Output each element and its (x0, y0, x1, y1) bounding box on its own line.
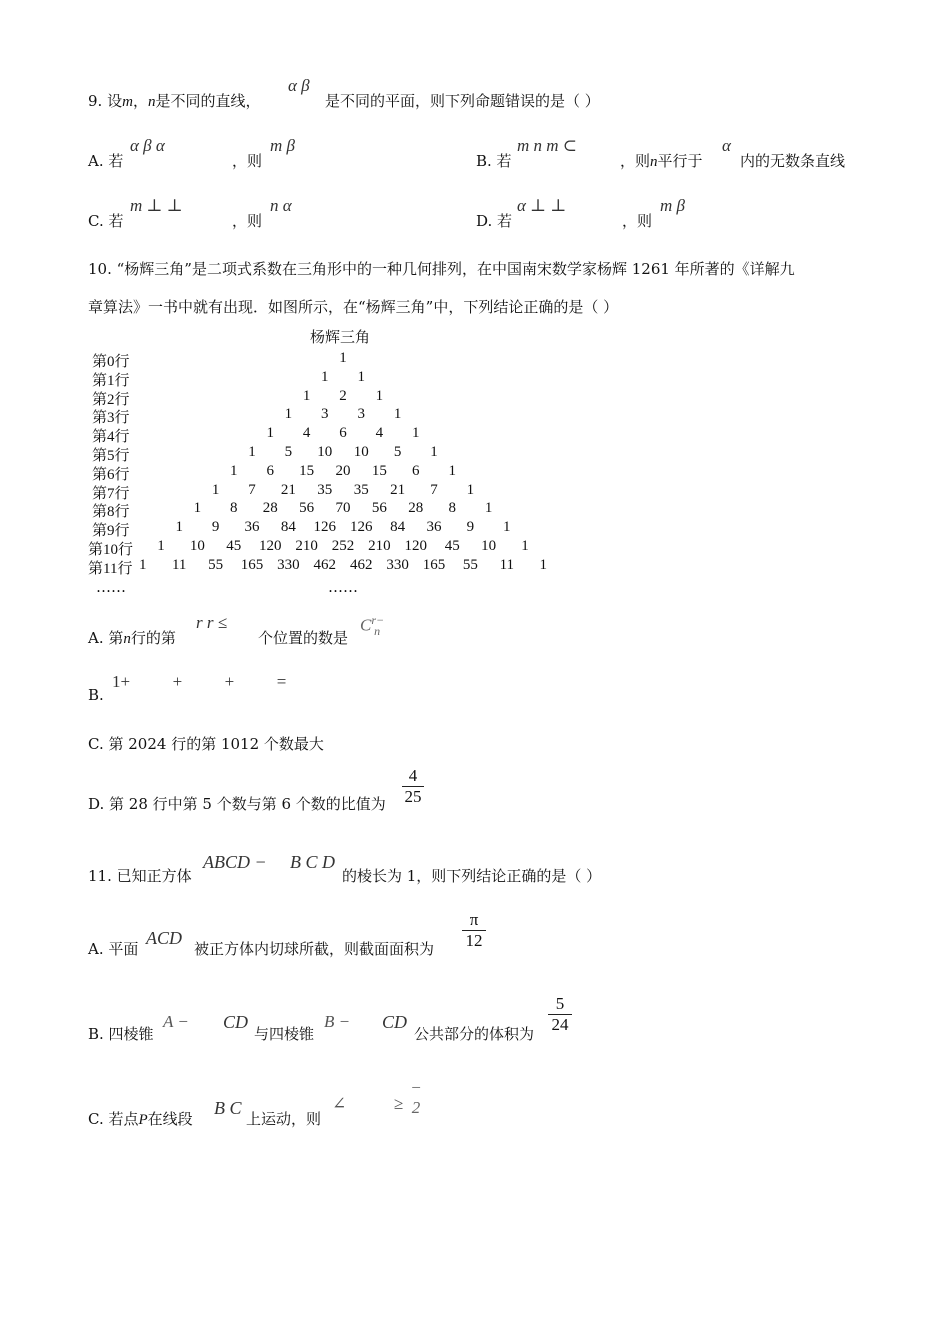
triangle-row-label: 第11行 (88, 560, 133, 577)
triangle-value: 1 (375, 387, 384, 404)
q10-b-label: B. (88, 686, 104, 704)
triangle-value: 11 (499, 556, 515, 573)
q11-a-label: A. 平面 (88, 940, 139, 958)
triangle-value: 1 (175, 519, 183, 536)
q9-stem-mid: 是不同的直线， (155, 92, 261, 110)
triangle-row-label: 第5行 (92, 448, 130, 464)
triangle-value: 15 (299, 462, 315, 479)
q9-stem-start: 9. 设 (88, 92, 123, 110)
q11-c-label: C. 若点 (88, 1110, 139, 1128)
triangle-value: 462 (313, 556, 337, 573)
triangle-value: 1 (157, 538, 165, 554)
q11-b-tail: 公共部分的体积为 (414, 1025, 535, 1043)
q10-option-a[interactable] (88, 627, 176, 648)
triangle-value: 252 (331, 538, 355, 554)
q10-option-b[interactable] (88, 686, 104, 704)
q10-a-formula-1: r r ≤ (196, 613, 228, 632)
q9-a-formula-2: m β (270, 136, 295, 155)
triangle-row-11 (0, 557, 950, 576)
triangle-value: 10 (189, 538, 205, 554)
q9-stem-end: 是不同的平面，则下列命题错误的是（ ） (325, 92, 600, 110)
triangle-value: 1 (412, 425, 420, 442)
triangle-value: 3 (321, 406, 329, 423)
q9-d-formula-2: m β (660, 196, 685, 215)
q11-b-formula-2b: CD (382, 1012, 408, 1032)
triangle-value: 1 (248, 444, 256, 460)
q9-b-formula-2: α (722, 136, 731, 155)
q11-b-formula-1: A − (163, 1012, 189, 1031)
triangle-value: 10 (317, 444, 333, 460)
q11-c-angle: ∠ (332, 1094, 347, 1113)
triangle-value: 1 (266, 425, 274, 442)
q9-d-formula-1: α ⊥ ⊥ (517, 196, 567, 215)
q9-alpha-beta: α β (288, 76, 310, 95)
q9-c-formula-2: n α (270, 196, 292, 215)
q10-a-binom-sup: r− (371, 613, 385, 627)
triangle-row-label: 第7行 (92, 485, 130, 502)
q11-b-label: B. 四棱锥 (88, 1025, 154, 1043)
q11-option-c[interactable] (88, 1108, 193, 1129)
triangle-value: 4 (302, 425, 311, 442)
q11-b-mid: 与四棱锥 (254, 1025, 315, 1043)
triangle-value: 1 (357, 368, 365, 385)
q9-d-then: ，则 (622, 212, 653, 230)
triangle-value: 210 (368, 538, 391, 554)
triangle-value: 7 (430, 481, 438, 498)
triangle-value: 462 (349, 556, 373, 573)
triangle-value: 70 (335, 500, 351, 517)
q10-a-binom-sub: n (374, 624, 381, 639)
triangle-value: 1 (211, 481, 220, 498)
q10-d-denominator: 25 (404, 787, 422, 806)
q10-d-fraction (402, 766, 424, 807)
triangle-value: 1 (503, 519, 511, 536)
q10-stem-line-1: 10. “杨辉三角”是二项式系数在三角形中的一种几何排列，在中国南宋数学家杨辉 1261 年所著的《详解九 (88, 260, 795, 278)
triangle-row-label: 第2行 (92, 391, 130, 408)
q11-formula-1: ABCD − (203, 852, 267, 872)
triangle-value: 210 (295, 538, 318, 554)
q9-b-mid: ，则 (620, 152, 651, 170)
triangle-value: 1 (230, 462, 238, 479)
triangle-value: 56 (371, 500, 387, 517)
q10-d-numerator: 4 (408, 766, 418, 785)
yanghui-triangle (0, 0, 950, 600)
q9-c-formula-1: m ⊥ ⊥ (130, 196, 183, 215)
q9-b-tail: 平行于 (657, 152, 703, 170)
triangle-value: 36 (426, 519, 442, 536)
q11-stem-end: 的棱长为 1，则下列结论正确的是（ ） (342, 867, 602, 885)
q11-formula-1b: B C D (290, 852, 335, 872)
q9-a-label: A. 若 (88, 152, 124, 170)
triangle-value: 1 (302, 387, 311, 404)
triangle-ellipsis-left: …… (96, 578, 126, 596)
q10-option-c[interactable]: C. 第 2024 行的第 1012 个数最大 (88, 735, 324, 753)
q9-b-var-n: n (650, 154, 658, 170)
triangle-value: 5 (393, 444, 402, 460)
triangle-value: 11 (171, 556, 187, 573)
q11-b-denominator: 24 (551, 1015, 569, 1034)
triangle-value: 45 (444, 538, 460, 554)
q9-d-label: D. 若 (476, 212, 513, 230)
triangle-value: 1 (284, 406, 293, 423)
q10-a-formula-2 (360, 613, 385, 639)
triangle-value: 120 (258, 538, 282, 554)
q11-option-a[interactable] (88, 938, 138, 959)
triangle-row-8 (0, 500, 950, 519)
q9-sep: ， (132, 92, 148, 110)
triangle-value: 84 (280, 519, 296, 536)
q9-a-then: ，则 (232, 152, 263, 170)
q11-b-numerator: 5 (555, 994, 565, 1013)
q10-a-mid: 行的第 (130, 629, 176, 647)
triangle-row-label: 第10行 (88, 542, 134, 558)
triangle-row-label: 第9行 (92, 523, 130, 540)
triangle-row-label: 第6行 (92, 466, 130, 483)
triangle-value: 56 (299, 500, 315, 517)
q10-a-var-n: n (123, 631, 131, 647)
yanghui-title: 杨辉三角 (310, 328, 371, 346)
q11-c-fraction (408, 1078, 424, 1118)
triangle-value: 45 (226, 538, 242, 554)
triangle-value: 5 (284, 444, 293, 460)
triangle-value: 6 (266, 462, 274, 479)
q10-a-label: A. 第 (88, 629, 124, 647)
triangle-value: 28 (262, 500, 278, 517)
triangle-value: 1 (448, 462, 456, 479)
q11-option-b[interactable] (88, 1023, 154, 1044)
q11-a-denominator: 12 (465, 931, 483, 950)
triangle-value: 84 (390, 519, 406, 536)
triangle-row-0 (0, 350, 950, 369)
triangle-row-2 (0, 388, 950, 407)
triangle-value: 10 (481, 538, 497, 554)
triangle-value: 7 (248, 481, 256, 498)
triangle-value: 120 (404, 538, 428, 554)
triangle-value: 1 (521, 538, 529, 554)
triangle-value: 1 (484, 500, 493, 517)
triangle-value: 1 (466, 481, 475, 498)
triangle-value: 9 (466, 519, 475, 536)
q11-c-formula-1: B C (214, 1098, 242, 1118)
triangle-value: 4 (375, 425, 384, 442)
triangle-value: 20 (335, 462, 351, 479)
q9-var-m: m (122, 94, 133, 110)
q10-b-formula: 1+ + + = (112, 672, 287, 691)
triangle-row-label: 第1行 (92, 372, 130, 389)
q11-b-formula-2: B − (324, 1012, 351, 1031)
triangle-row-label: 第8行 (92, 504, 130, 521)
triangle-row-6 (0, 463, 950, 482)
q11-a-formula: ACD (146, 928, 182, 948)
triangle-row-7 (0, 482, 950, 501)
triangle-value: 55 (462, 556, 478, 573)
q11-c-numerator: − (411, 1078, 421, 1097)
q9-b-end: 内的无数条直线 (740, 152, 846, 170)
triangle-value: 1 (539, 556, 547, 573)
triangle-value: 330 (386, 556, 409, 573)
triangle-row-4 (0, 425, 950, 444)
triangle-row-9 (0, 519, 950, 538)
triangle-row-label: 第3行 (92, 410, 130, 427)
triangle-value: 35 (353, 481, 369, 498)
triangle-value: 3 (357, 406, 365, 423)
triangle-value: 15 (371, 462, 387, 479)
q11-b-formula-1b: CD (223, 1012, 249, 1032)
q10-a-binom-c: C (360, 615, 372, 635)
triangle-value: 165 (422, 556, 446, 573)
triangle-value: 35 (317, 481, 333, 498)
triangle-value: 2 (339, 387, 347, 404)
triangle-value: 9 (211, 519, 220, 536)
q11-a-tail: 被正方体内切球所截，则截面面积为 (194, 940, 435, 958)
triangle-value: 1 (321, 368, 329, 385)
triangle-value: 1 (339, 350, 347, 366)
triangle-row-label: 第0行 (92, 354, 130, 370)
triangle-value: 8 (230, 500, 238, 517)
q9-var-n: n (147, 94, 156, 110)
triangle-value: 6 (339, 425, 347, 442)
q11-c-geq: ≥ (394, 1094, 404, 1113)
triangle-value: 8 (448, 500, 456, 517)
triangle-ellipsis-mid: …… (328, 578, 358, 596)
q11-c-tail: 上运动，则 (246, 1110, 322, 1128)
q11-b-fraction (548, 994, 572, 1035)
triangle-value: 1 (430, 444, 438, 460)
triangle-value: 21 (280, 481, 296, 498)
q9-a-formula-1: α β α (130, 136, 165, 155)
q9-c-label: C. 若 (88, 212, 124, 230)
q11-stem-start: 11. 已知正方体 (88, 867, 192, 885)
triangle-value: 55 (208, 556, 224, 573)
q9-b-formula-1: m n m ⊂ (517, 136, 578, 155)
triangle-value: 126 (313, 519, 337, 536)
triangle-value: 165 (240, 556, 264, 573)
q11-c-denominator: 2 (411, 1098, 421, 1117)
triangle-row-1 (0, 369, 950, 388)
q10-option-d[interactable]: D. 第 28 行中第 5 个数与第 6 个数的比值为 (88, 795, 386, 813)
triangle-row-label: 第4行 (92, 429, 130, 446)
triangle-value: 126 (349, 519, 373, 536)
q11-a-fraction (462, 910, 486, 951)
triangle-value: 1 (193, 500, 202, 517)
triangle-row-5 (0, 444, 950, 463)
triangle-value: 330 (277, 556, 300, 573)
q10-a-tail: 个位置的数是 (258, 629, 349, 647)
q11-c-var-p: P (138, 1112, 148, 1128)
triangle-row-3 (0, 406, 950, 425)
triangle-value: 10 (353, 444, 369, 460)
triangle-value: 1 (139, 556, 147, 573)
triangle-value: 36 (244, 519, 260, 536)
triangle-value: 28 (408, 500, 424, 517)
q11-a-numerator: π (469, 910, 479, 929)
triangle-value: 6 (412, 462, 420, 479)
q9-b-label: B. 若 (476, 152, 512, 170)
q10-stem-line-2: 章算法》一书中就有出现．如图所示，在“杨辉三角”中，下列结论正确的是（ ） (88, 298, 619, 316)
q9-c-then: ，则 (232, 212, 263, 230)
q11-c-mid: 在线段 (147, 1110, 193, 1128)
triangle-value: 21 (390, 481, 406, 498)
triangle-value: 1 (393, 406, 402, 423)
triangle-row-10 (0, 538, 950, 557)
